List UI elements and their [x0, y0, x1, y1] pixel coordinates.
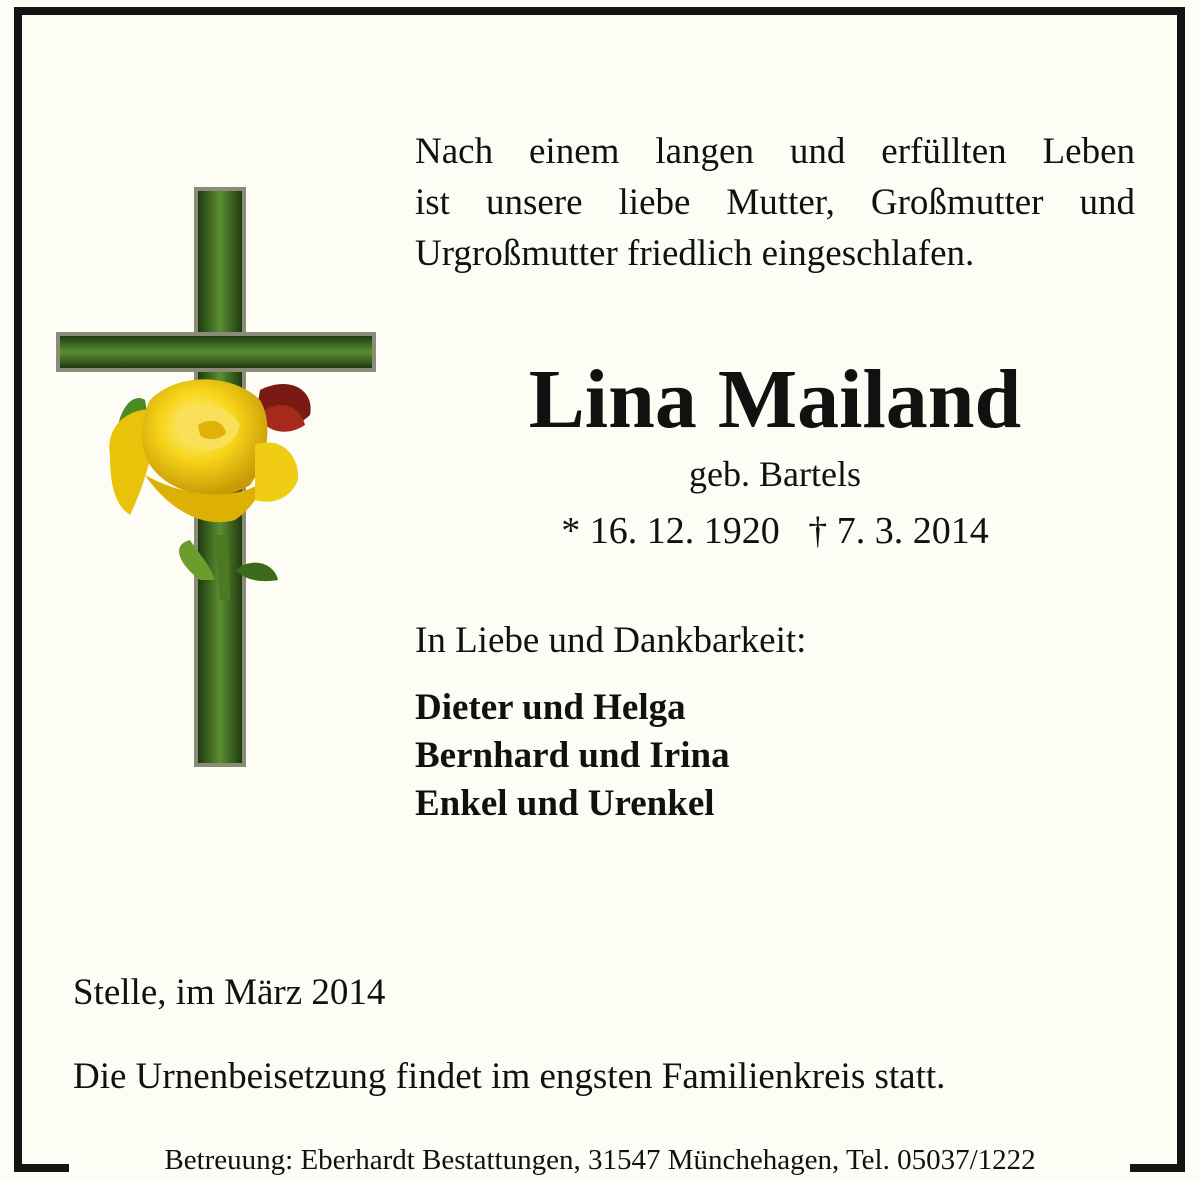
- border-left: [14, 7, 22, 1172]
- cross-icon: [50, 185, 390, 775]
- place-date: Stelle, im März 2014: [73, 972, 386, 1013]
- intro-line: Urgroßmutter friedlich eingeschlafen.: [415, 233, 975, 274]
- maiden-name: geb. Bartels: [689, 454, 861, 494]
- thanks-line: In Liebe und Dankbarkeit:: [415, 620, 807, 661]
- deceased-name: Lina Mailand: [528, 353, 1022, 446]
- mourner-entry: Enkel und Urenkel: [415, 783, 715, 824]
- burial-note: Die Urnenbeisetzung findet im engsten Familienkreis statt.: [73, 1056, 946, 1097]
- border-bottom-left: [14, 1164, 69, 1172]
- life-dates: [415, 508, 1135, 554]
- border-top: [14, 7, 1185, 15]
- border-bottom-right: [1130, 1164, 1185, 1172]
- intro-line: Nach einem langen und erfüllten Leben: [415, 131, 1135, 172]
- intro-line: ist unsere liebe Mutter, Großmutter und: [415, 182, 1135, 223]
- intro-text: [415, 126, 1135, 279]
- death-date: † 7. 3. 2014: [808, 510, 989, 552]
- mourner-entry: Bernhard und Irina: [415, 735, 730, 776]
- cross-with-rose-image: [50, 185, 390, 775]
- mourner-entry: Dieter und Helga: [415, 687, 686, 728]
- mourners-list: [415, 684, 730, 828]
- funeral-home-footer: Betreuung: Eberhardt Bestattungen, 31547 Münchehagen, Tel. 05037/1222: [164, 1144, 1036, 1176]
- birth-date: * 16. 12. 1920: [561, 510, 780, 552]
- border-right: [1177, 7, 1185, 1172]
